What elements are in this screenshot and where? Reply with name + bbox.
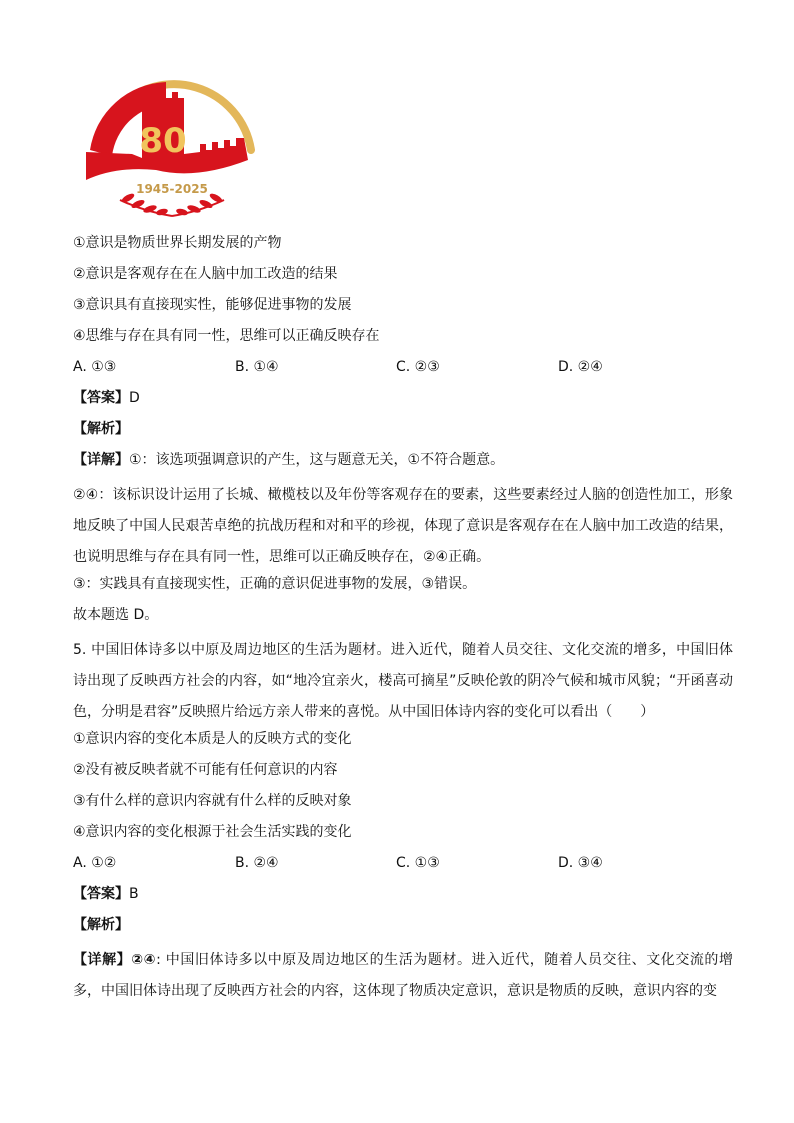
q5-stem: 5. 中国旧体诗多以中原及周边地区的生活为题材。进入近代，随着人员交往、文化交流的增多，中国旧体诗出现了反映西方社会的内容，如“地冷宜亲火，楼高可摘星”反映伦敦的阴冷气候和城市风貌；“开函喜动色，分明是君容”反映照片给远方亲人带来的喜悦。从中国旧体诗内容的变化可以看出（ ） — [73, 642, 733, 720]
q5-answer-tag: 【答案】 — [73, 886, 129, 902]
q5-statement-2: ②没有被反映者就不可能有任何意识的内容 — [73, 762, 338, 778]
q5-option-c: C. ①③ — [396, 855, 440, 871]
q4-options — [73, 356, 733, 387]
q4-conclusion: 故本题选 D。 — [73, 607, 159, 623]
logo-number: 80 — [139, 121, 187, 161]
q5-answer — [73, 883, 733, 914]
q5-statement-3: ③有什么样的意识内容就有什么样的反映对象 — [73, 793, 352, 809]
document-body — [73, 232, 733, 1007]
q5-option-b: B. ②④ — [235, 855, 279, 871]
q4-detail-tag: 【详解】 — [73, 452, 129, 468]
q5-statement-1: ①意识内容的变化本质是人的反映方式的变化 — [73, 731, 352, 747]
q4-statement-4: ④思维与存在具有同一性，思维可以正确反映存在 — [73, 328, 380, 344]
q4-analysis-tag: 【解析】 — [73, 421, 129, 437]
q5-detail-tag: 【详解】 — [73, 952, 132, 968]
q4-detail-1: 【详解】①：该选项强调意识的产生，这与题意无关，①不符合题意。 — [73, 452, 505, 468]
q5-option-a: A. ①② — [73, 855, 117, 871]
q5-statement-4: ④意识内容的变化根源于社会生活实践的变化 — [73, 824, 352, 840]
q5-answer-value: B — [129, 886, 139, 902]
q4-detail-3: ③：实践具有直接现实性，正确的意识促进事物的发展，③错误。 — [73, 576, 477, 592]
q4-detail-2: ②④：该标识设计运用了长城、橄榄枝以及年份等客观存在的要素，这些要素经过人脑的创造性加工，形象地反映了中国人民艰苦卓绝的抗战历程和对和平的珍视，体现了意识是客观存在在人脑中加工改造的结果，也说明思维与存在具有同一性，思维可以正确反映存在，②④正确。 — [73, 487, 733, 565]
q4-answer — [73, 387, 733, 418]
q4-option-b: B. ①④ — [235, 359, 279, 375]
q4-statement-2: ②意识是客观存在在人脑中加工改造的结果 — [73, 266, 338, 282]
q5-option-d: D. ③④ — [558, 855, 603, 871]
q4-statement-3: ③意识具有直接现实性，能够促进事物的发展 — [73, 297, 352, 313]
anniversary-logo — [76, 70, 266, 220]
q4-option-a: A. ①③ — [73, 359, 117, 375]
q5-detail: 【详解】②④: 中国旧体诗多以中原及周边地区的生活为题材。进入近代，随着人员交往、文化交流的增多，中国旧体诗出现了反映西方社会的内容，这体现了物质决定意识，意识是物质的反映，意识内容的变 — [73, 952, 733, 999]
q5-options — [73, 852, 733, 883]
q4-option-c: C. ②③ — [396, 359, 440, 375]
q4-option-d: D. ②④ — [558, 359, 603, 375]
q4-statement-1: ①意识是物质世界长期发展的产物 — [73, 235, 282, 251]
q4-answer-tag: 【答案】 — [73, 390, 129, 406]
logo-years: 1945-2025 — [136, 182, 208, 196]
q4-answer-value: D — [129, 390, 140, 406]
q5-analysis-tag: 【解析】 — [73, 917, 129, 933]
q5-detail-prefix: ②④ — [131, 952, 157, 968]
